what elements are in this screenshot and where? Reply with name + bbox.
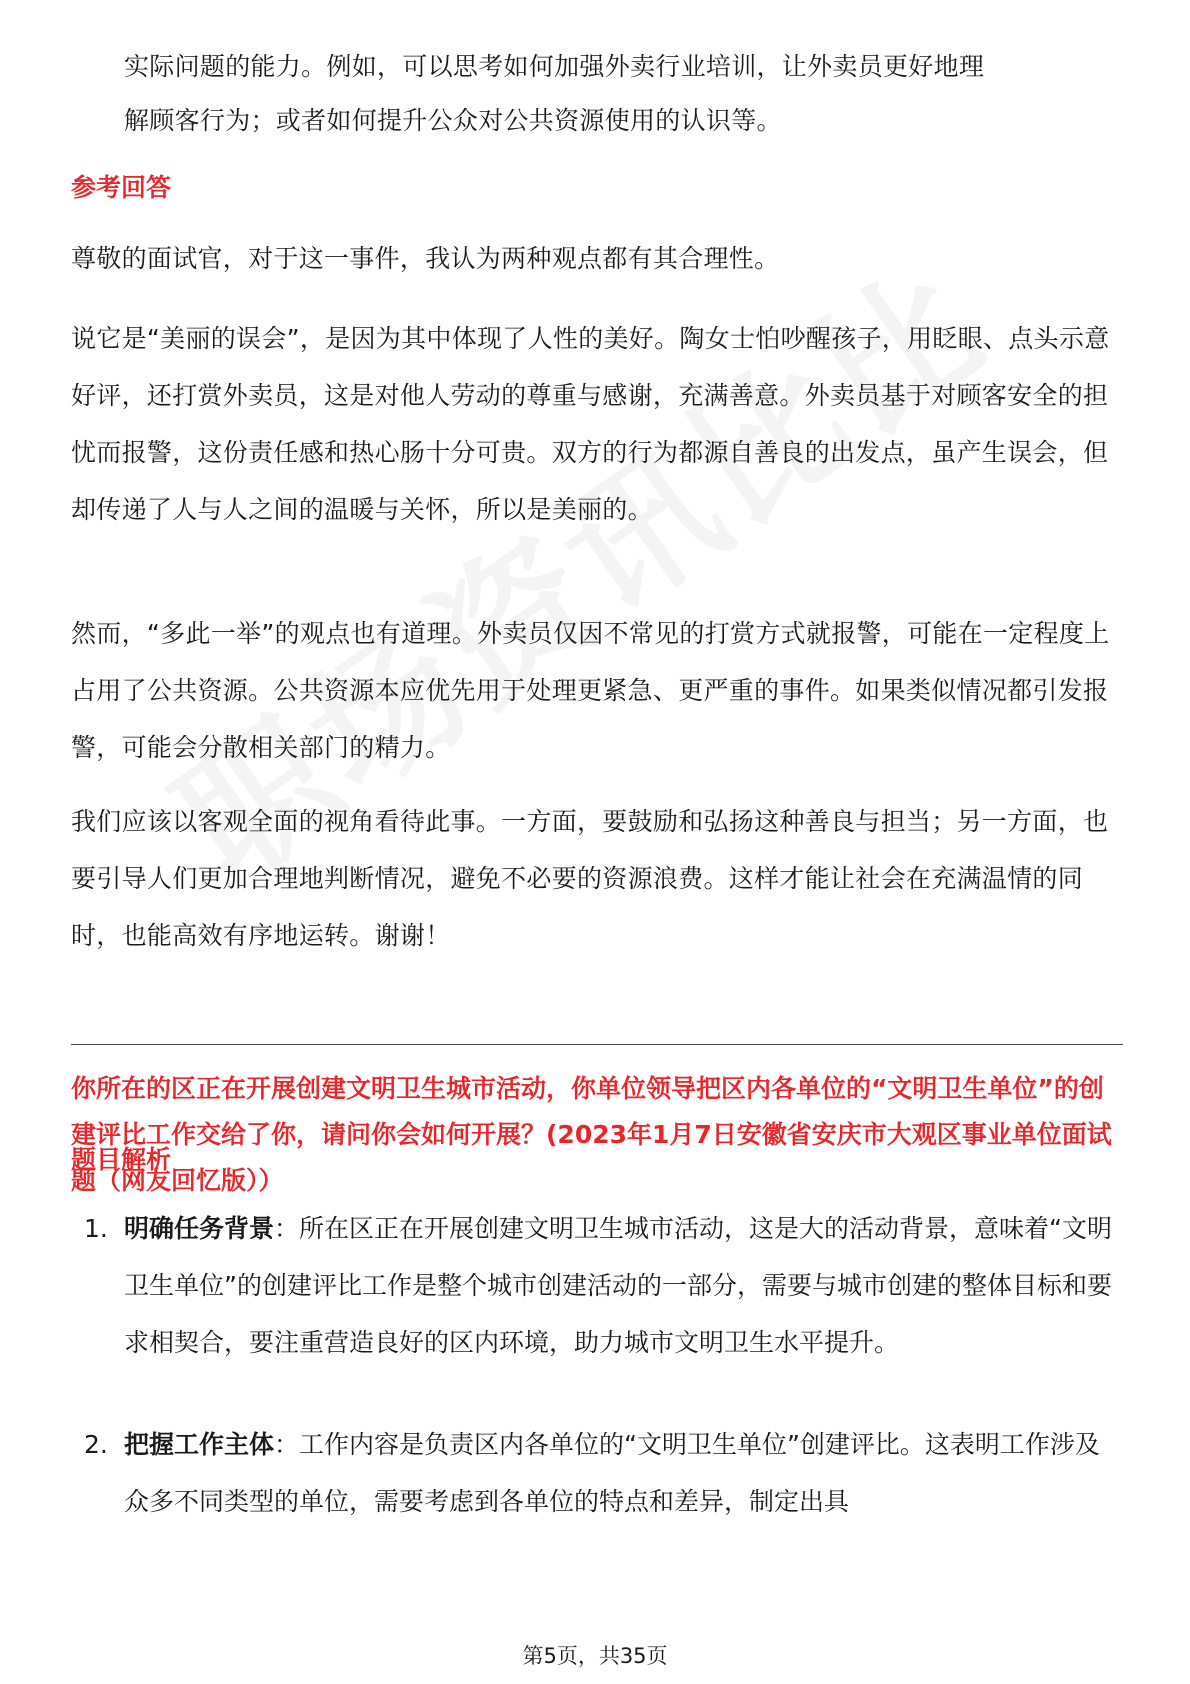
interview-question: 你所在的区正在开展创建文明卫生城市活动，你单位领导把区内各单位的“文明卫生单位”的创建评比工作交给了你，请问你会如何开展？(2023年1月7日安徽省安庆市大观区事业单位面试题（网友回忆版）） <box>71 1074 1112 1195</box>
analysis-item-title: 明确任务背景 <box>124 1214 275 1243</box>
analysis-item-1 <box>84 1200 1119 1371</box>
analysis-item-text: ：所在区正在开展创建文明卫生城市活动，这是大的活动背景，意味着“文明卫生单位”的创建评比工作是整个城市创建活动的一部分，需要与城市创建的整体目标和要求相契合，要注重营造良好的区内环境，助力城市文明卫生水平提升。 <box>124 1214 1112 1357</box>
list-number: 2. <box>84 1430 108 1459</box>
answer-paragraph-1: 尊敬的面试官，对于这一事件，我认为两种观点都有其合理性。 <box>71 244 780 273</box>
analysis-item-text: ：工作内容是负责区内各单位的“文明卫生单位”创建评比。这表明工作涉及众多不同类型的单位，需要考虑到各单位的特点和差异，制定出具 <box>124 1430 1100 1516</box>
intro-line-2: 解顾客行为；或者如何提升公众对公共资源使用的认识等。 <box>124 106 782 135</box>
reference-answer-heading: 参考回答 <box>71 173 172 202</box>
analysis-heading: 题目解析 <box>71 1145 172 1174</box>
analysis-item-title: 把握工作主体 <box>124 1430 275 1459</box>
section-divider <box>71 1044 1123 1045</box>
answer-paragraph-4: 我们应该以客观全面的视角看待此事。一方面，要鼓励和弘扬这种善良与担当；另一方面，也要引导人们更加合理地判断情况，避免不必要的资源浪费。这样才能让社会在充满温情的同时，也能高效有序地运转。谢谢！ <box>71 807 1109 950</box>
intro-line-1: 实际问题的能力。例如，可以思考如何加强外卖行业培训，让外卖员更好地理 <box>124 52 985 81</box>
list-number: 1. <box>84 1214 108 1243</box>
page-number-footer: 第5页，共35页 <box>522 1644 668 1668</box>
answer-paragraph-3: 然而，“多此一举”的观点也有道理。外卖员仅因不常见的打赏方式就报警，可能在一定程度上占用了公共资源。公共资源本应优先用于处理更紧急、更严重的事件。如果类似情况都引发报警，可能会分散相关部门的精力。 <box>71 619 1110 762</box>
answer-paragraph-2: 说它是“美丽的误会”，是因为其中体现了人性的美好。陶女士怕吵醒孩子，用眨眼、点头示意好评，还打赏外卖员，这是对他人劳动的尊重与感谢，充满善意。外卖员基于对顾客安全的担忧而报警，这份责任感和热心肠十分可贵。双方的行为都源自善良的出发点，虽产生误会，但却传递了人与人之间的温暖与关怀，所以是美丽的。 <box>71 324 1110 524</box>
analysis-item-2 <box>84 1416 1119 1530</box>
